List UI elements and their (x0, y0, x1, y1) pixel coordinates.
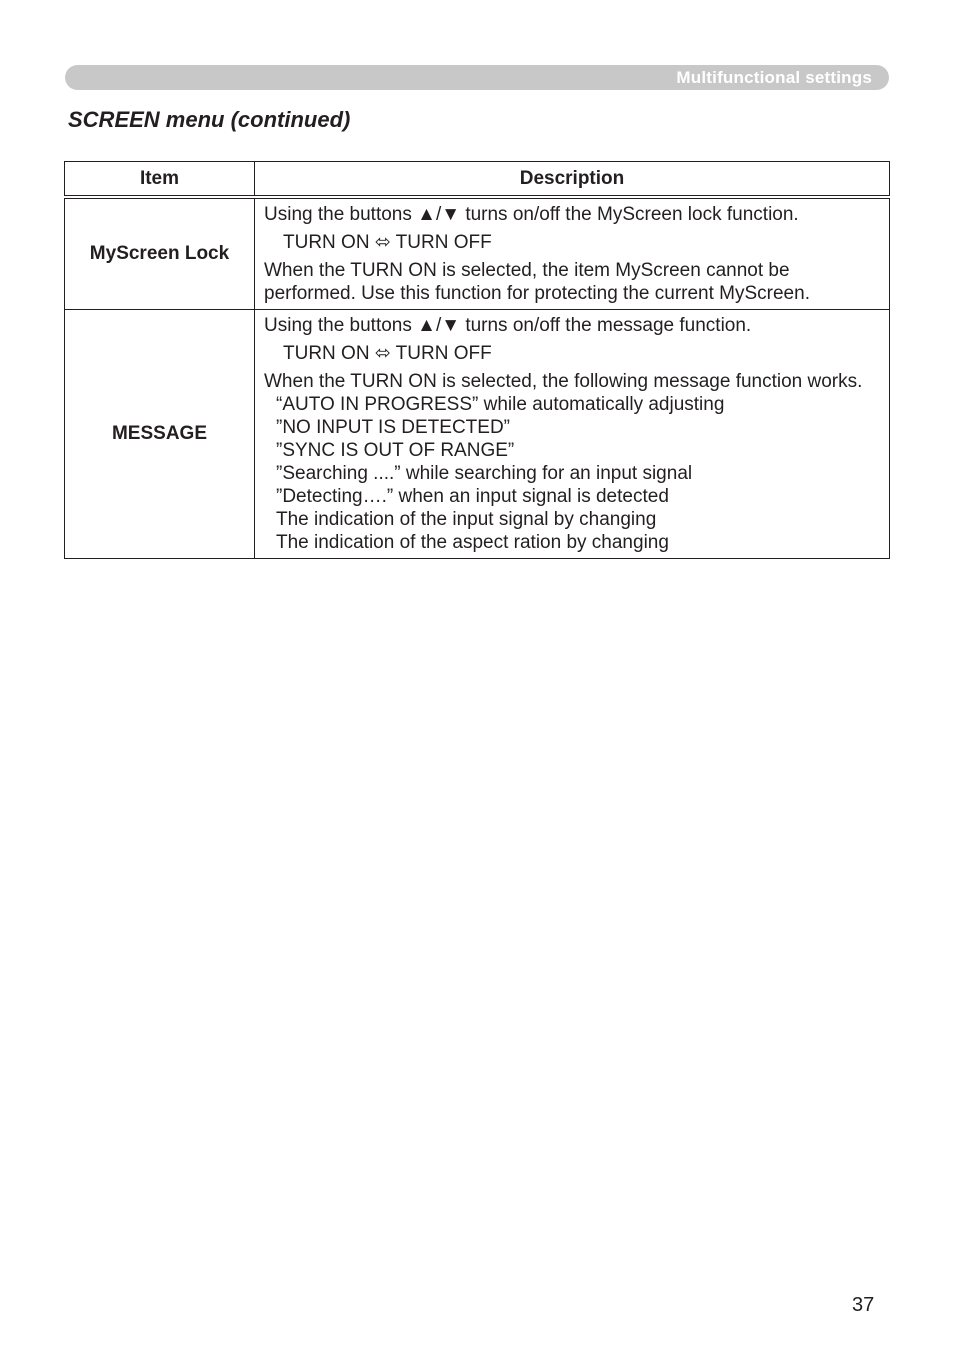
page-number: 37 (852, 1294, 875, 1316)
description-line: Using the buttons ▲/▼ turns on/off the MyScreen lock function. (264, 204, 799, 225)
description-line: When the TURN ON is selected, the following message function works. (264, 371, 863, 392)
column-header-description: Description (255, 162, 890, 196)
message-list-item: ”NO INPUT IS DETECTED” (276, 417, 510, 438)
message-list-item: ”SYNC IS OUT OF RANGE” (276, 440, 515, 461)
description-line: When the TURN ON is selected, the item MyScreen cannot be performed. Use this function for protecting the current MyScreen. (264, 260, 810, 304)
message-list-item: “AUTO IN PROGRESS” while automatically adjusting (276, 394, 725, 415)
item-cell-myscreen-lock: MyScreen Lock (65, 199, 255, 310)
description-cell (255, 310, 890, 559)
page-title: SCREEN menu (continued) (68, 107, 351, 132)
message-list-item: ”Searching ....” while searching for an input signal (276, 463, 693, 484)
message-list-item: The indication of the aspect ration by changing (276, 532, 669, 553)
message-list-item: The indication of the input signal by changing (276, 509, 657, 530)
table-header-row (65, 162, 890, 196)
item-cell-message: MESSAGE (65, 310, 255, 559)
description-cell (255, 199, 890, 310)
toggle-options: TURN ON ⬄ TURN OFF (283, 232, 492, 253)
settings-table (64, 161, 890, 559)
message-list-item: ”Detecting….” when an input signal is detected (276, 486, 669, 507)
column-header-item: Item (65, 162, 255, 196)
table-row (65, 310, 890, 559)
description-line: Using the buttons ▲/▼ turns on/off the message function. (264, 315, 752, 336)
section-header-bar (65, 65, 889, 90)
table-row (65, 199, 890, 310)
toggle-options: TURN ON ⬄ TURN OFF (283, 343, 492, 364)
section-header-label: Multifunctional settings (676, 68, 872, 87)
